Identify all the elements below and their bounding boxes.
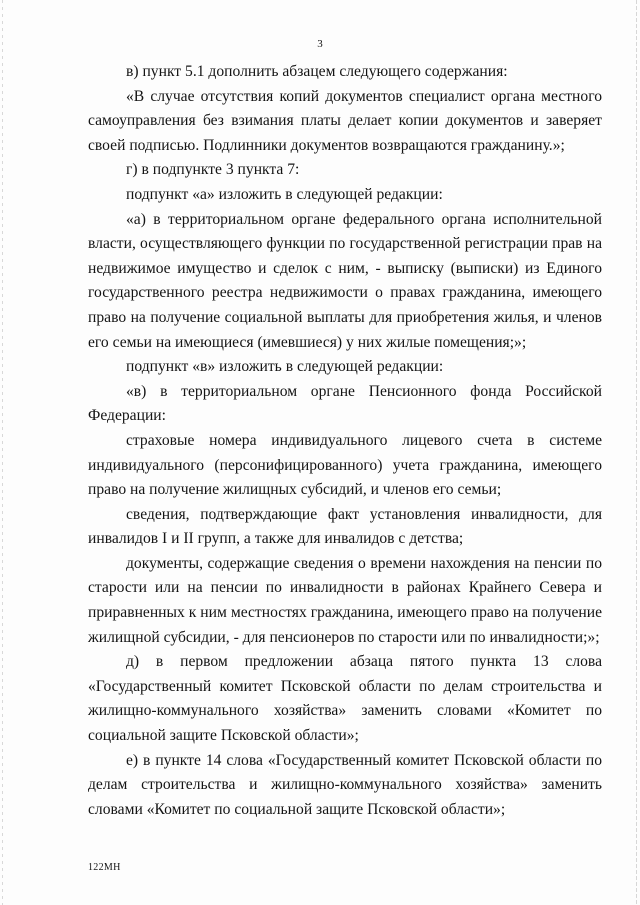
paragraph-disability-info: сведения, подтверждающие факт установления инвалидности, для инвалидов I и II групп, а также для инвалидов с детства; — [88, 505, 602, 548]
paragraph-d-item-13: д) в первом предложении абзаца пятого пункта 13 слова «Государственный комитет Псковской области по делам строительства и жилищно-коммунального хозяйства» заменить словами «Комитет по социальной защите Псковской области»; — [88, 653, 602, 745]
paragraph-subitem-a-heading: подпункт «а» изложить в следующей редакции: — [126, 185, 443, 203]
paragraph-copies-quote: «В случае отсутствия копий документов специалист органа местного самоуправления без взимания платы делает копии документов и заверяет своей подписью. Подлинники документов возвращаются гражданину.»; — [88, 87, 602, 154]
scan-edge-left — [2, 0, 3, 905]
paragraph-pension-documents: документы, содержащие сведения о времени нахождения на пенсии по старости или на пенсии по инвалидности в районах Крайнего Севера и приравненных к ним местностях гражданина, имеющего право на получение жилищной субсидии, - для пенсионеров по старости или по инвалидности;»; — [88, 554, 602, 646]
scan-edge-right — [636, 0, 637, 905]
footer-document-code: 122МН — [88, 862, 121, 873]
paragraph-subitem-a-text: «а) в территориальном органе федерального органа исполнительной власти, осуществляющего функции по государственной регистрации прав на недвижимое имущество и сделок с ним, - выписку (выписки) из Единого государственного реестра недвижимости о правах гражданина, имеющего право на получение социальной выплаты для приобретения жилья, и членов его семьи на имеющиеся (имевшиеся) у них жилые помещения;»; — [88, 210, 602, 351]
paragraph-insurance-numbers: страховые номера индивидуального лицевого счета в системе индивидуального (персонифицированного) учета гражданина, имеющего право на получение жилищных субсидий, и членов его семьи; — [88, 431, 602, 499]
paragraph-subitem-v-text: «в) в территориальном органе Пенсионного фонда Российской Федерации: — [88, 382, 602, 425]
page-number: 3 — [317, 38, 323, 50]
document-body — [88, 60, 602, 822]
paragraph-v-item-5-1: в) пункт 5.1 дополнить абзацем следующего содержания: — [126, 63, 508, 80]
paragraph-e-item-14: е) в пункте 14 слова «Государственный комитет Псковской области по делам строительства и жилищно-коммунального хозяйства» заменить словами «Комитет по социальной защите Псковской области»; — [88, 751, 602, 818]
paragraph-subitem-v-heading: подпункт «в» изложить в следующей редакции: — [126, 358, 444, 376]
paragraph-g-subitem-3: г) в подпункте 3 пункта 7: — [126, 161, 300, 179]
